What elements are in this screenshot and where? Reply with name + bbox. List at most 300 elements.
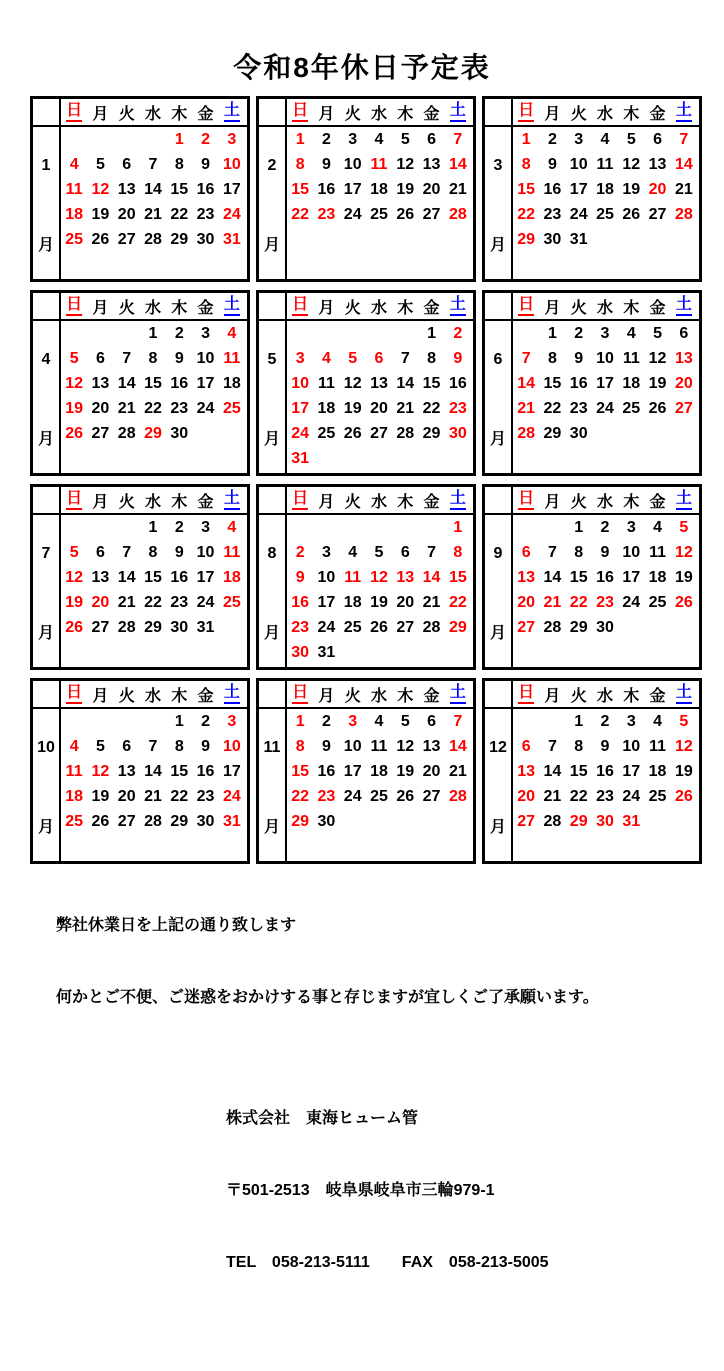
day-header-cell: 金: [649, 105, 666, 123]
weeks-grid: [513, 321, 697, 472]
day-header-cell: 火: [118, 687, 135, 705]
day-cell: 1: [148, 518, 158, 536]
day-cell: 20: [648, 180, 667, 198]
week-row: [513, 810, 697, 835]
week-row: [513, 565, 697, 590]
day-cell: 23: [596, 594, 614, 612]
month-suffix-label: 月: [489, 818, 506, 836]
day-cell: 28: [117, 619, 136, 637]
empty-day-cell: [219, 447, 245, 472]
day-cell: 18: [65, 788, 84, 806]
empty-day-cell: [566, 835, 592, 860]
empty-day-cell: [192, 447, 218, 472]
month-number-label: 1: [41, 157, 51, 174]
empty-day-cell: [392, 515, 418, 540]
day-cell: 11: [649, 543, 667, 561]
month-block-3: [482, 96, 702, 282]
day-cell: 16: [170, 374, 189, 392]
footer-note-line-1: 弊社休業日を上記の通り致します: [56, 917, 297, 934]
empty-day-cell: [61, 253, 87, 278]
day-cell: 2: [201, 712, 211, 730]
day-cell: 20: [117, 206, 136, 224]
empty-day-cell: [418, 515, 444, 540]
day-header-cell: 月: [92, 687, 109, 705]
day-cell: 24: [343, 788, 362, 806]
week-row: [287, 515, 471, 540]
day-cell: 22: [144, 594, 162, 612]
month-block-11: [256, 678, 476, 864]
day-cell: 2: [201, 130, 211, 148]
day-cell: 13: [370, 374, 388, 392]
day-cell: 19: [648, 374, 667, 392]
day-cell: 17: [317, 594, 336, 612]
day-cell: 12: [396, 737, 415, 755]
day-cell: 9: [600, 737, 610, 755]
empty-day-cell: [87, 709, 113, 734]
day-cell: 4: [374, 130, 384, 148]
day-header-cell: 月: [92, 299, 109, 317]
day-cell: 20: [370, 400, 388, 418]
day-cell: 16: [196, 180, 215, 198]
day-cell: 25: [65, 231, 84, 249]
empty-day-cell: [392, 810, 418, 835]
empty-day-cell: [366, 253, 392, 278]
day-cell: 12: [370, 568, 388, 586]
day-cell: 5: [653, 324, 663, 342]
week-row: [61, 447, 245, 472]
week-row: [513, 321, 697, 346]
day-cell: 19: [674, 762, 693, 780]
day-header-cell: 水: [370, 493, 387, 511]
day-cell: 30: [170, 425, 189, 443]
day-cell: 30: [543, 231, 562, 249]
empty-day-cell: [140, 253, 166, 278]
week-row: [513, 228, 697, 253]
week-row: [61, 515, 245, 540]
day-header-cell: 木: [397, 105, 414, 123]
day-cell: 27: [91, 619, 110, 637]
day-header-cell: 土: [219, 487, 245, 513]
empty-day-cell: [513, 253, 539, 278]
empty-day-cell: [671, 810, 697, 835]
day-cell: 13: [117, 762, 136, 780]
day-cell: 14: [117, 374, 136, 392]
day-cell: 11: [370, 737, 388, 755]
empty-day-cell: [566, 447, 592, 472]
day-cell: 12: [91, 180, 110, 198]
day-cell: 23: [291, 619, 310, 637]
day-cell: 22: [291, 206, 310, 224]
day-header-cell: 水: [144, 687, 161, 705]
month-block-6: [482, 290, 702, 476]
day-header-row: [61, 487, 245, 513]
day-cell: 4: [69, 155, 79, 173]
day-cell: 21: [144, 206, 162, 224]
day-cell: 15: [543, 374, 562, 392]
day-header-cell: 月: [318, 687, 335, 705]
day-cell: 13: [117, 180, 136, 198]
day-cell: 23: [317, 206, 336, 224]
empty-day-cell: [445, 228, 471, 253]
day-cell: 7: [122, 543, 132, 561]
empty-day-cell: [114, 641, 140, 666]
calendar-grid: [30, 96, 702, 864]
empty-day-cell: [340, 321, 366, 346]
week-row: [61, 784, 245, 809]
day-cell: 28: [448, 206, 467, 224]
day-cell: 9: [547, 155, 557, 173]
day-cell: 17: [343, 180, 362, 198]
day-cell: 14: [674, 155, 693, 173]
day-cell: 19: [674, 568, 693, 586]
day-cell: 14: [543, 762, 562, 780]
day-cell: 22: [448, 594, 467, 612]
day-header-cell: 水: [596, 299, 613, 317]
day-header-cell: 日: [513, 293, 539, 319]
empty-day-cell: [513, 709, 539, 734]
day-cell: 8: [453, 543, 463, 561]
day-cell: 23: [317, 788, 336, 806]
day-cell: 25: [65, 813, 84, 831]
day-cell: 17: [222, 762, 241, 780]
day-header-cell: 金: [423, 493, 440, 511]
day-cell: 19: [91, 788, 110, 806]
day-cell: 13: [91, 568, 110, 586]
day-cell: 1: [521, 130, 531, 148]
day-header-cell: 火: [344, 687, 361, 705]
empty-day-cell: [140, 447, 166, 472]
empty-day-cell: [644, 422, 670, 447]
day-cell: 17: [596, 374, 614, 392]
day-cell: 6: [122, 155, 132, 173]
day-cell: 15: [144, 374, 162, 392]
day-cell: 5: [626, 130, 636, 148]
month-suffix-label: 月: [263, 430, 280, 448]
empty-day-cell: [114, 127, 140, 152]
day-cell: 25: [648, 594, 667, 612]
empty-day-cell: [61, 127, 87, 152]
day-cell: 20: [517, 594, 536, 612]
day-cell: 9: [201, 737, 211, 755]
day-cell: 8: [295, 737, 305, 755]
day-cell: 5: [69, 349, 79, 367]
empty-day-cell: [87, 515, 113, 540]
day-header-cell: 水: [370, 105, 387, 123]
day-cell: 21: [448, 762, 467, 780]
day-cell: 27: [517, 619, 536, 637]
weeks-grid: [287, 515, 471, 666]
day-cell: 8: [148, 349, 158, 367]
day-header-cell: 水: [370, 299, 387, 317]
day-header-cell: 日: [61, 99, 87, 125]
day-cell: 29: [170, 813, 189, 831]
week-row: [61, 228, 245, 253]
day-cell: 15: [291, 762, 310, 780]
day-header-cell: 月: [544, 299, 561, 317]
empty-day-cell: [287, 253, 313, 278]
day-cell: 22: [291, 788, 310, 806]
month-block-8: [256, 484, 476, 670]
day-cell: 14: [543, 568, 562, 586]
empty-day-cell: [671, 835, 697, 860]
day-header-cell: 金: [649, 299, 666, 317]
month-suffix-label: 月: [263, 818, 280, 836]
empty-day-cell: [644, 228, 670, 253]
day-cell: 12: [674, 543, 693, 561]
day-cell: 18: [222, 568, 241, 586]
day-header-cell: 土: [445, 99, 471, 125]
empty-day-cell: [566, 253, 592, 278]
day-cell: 7: [148, 737, 158, 755]
day-cell: 6: [653, 130, 663, 148]
day-cell: 11: [317, 374, 335, 392]
day-cell: 2: [321, 712, 331, 730]
week-row: [287, 540, 471, 565]
month-block-12: [482, 678, 702, 864]
day-header-cell: 土: [445, 487, 471, 513]
day-cell: 16: [596, 568, 614, 586]
day-cell: 7: [453, 130, 463, 148]
day-cell: 19: [91, 206, 110, 224]
month-block-5: [256, 290, 476, 476]
day-cell: 30: [317, 813, 336, 831]
empty-day-cell: [592, 422, 618, 447]
day-cell: 30: [448, 425, 467, 443]
day-cell: 5: [400, 130, 410, 148]
empty-day-cell: [313, 228, 339, 253]
day-cell: 13: [422, 737, 441, 755]
day-cell: 20: [396, 594, 415, 612]
day-header-row: [61, 681, 245, 707]
day-cell: 1: [148, 324, 158, 342]
week-row: [287, 835, 471, 860]
week-row: [287, 371, 471, 396]
day-cell: 24: [317, 619, 336, 637]
day-cell: 15: [448, 568, 467, 586]
day-cell: 26: [648, 400, 667, 418]
empty-day-cell: [671, 641, 697, 666]
week-row: [61, 734, 245, 759]
day-header-cell: 土: [671, 487, 697, 513]
empty-day-cell: [287, 321, 313, 346]
footer: [56, 866, 696, 1371]
day-cell: 1: [174, 130, 184, 148]
day-cell: 6: [521, 543, 531, 561]
day-cell: 15: [517, 180, 536, 198]
month-suffix-label: 月: [263, 236, 280, 254]
day-cell: 30: [596, 619, 614, 637]
week-row: [61, 565, 245, 590]
day-cell: 22: [144, 400, 162, 418]
week-row: [287, 127, 471, 152]
empty-day-cell: [671, 616, 697, 641]
month-suffix-label: 月: [489, 624, 506, 642]
weeks-grid: [61, 127, 245, 278]
week-row: [513, 152, 697, 177]
day-cell: 5: [69, 543, 79, 561]
day-cell: 10: [596, 349, 614, 367]
week-row: [287, 616, 471, 641]
day-cell: 7: [122, 349, 132, 367]
week-row: [513, 641, 697, 666]
day-cell: 16: [317, 762, 336, 780]
month-suffix-label: 月: [37, 818, 54, 836]
day-cell: 11: [649, 737, 667, 755]
empty-day-cell: [366, 515, 392, 540]
week-row: [61, 641, 245, 666]
week-row: [61, 590, 245, 615]
day-header-cell: 水: [370, 687, 387, 705]
day-cell: 28: [422, 619, 441, 637]
day-cell: 29: [291, 813, 310, 831]
day-cell: 28: [144, 231, 162, 249]
day-header-cell: 火: [118, 493, 135, 511]
day-cell: 25: [222, 400, 241, 418]
day-cell: 30: [170, 619, 189, 637]
day-cell: 26: [396, 788, 415, 806]
empty-day-cell: [166, 835, 192, 860]
week-row: [287, 734, 471, 759]
day-header-cell: 金: [197, 493, 214, 511]
empty-day-cell: [392, 835, 418, 860]
day-cell: 7: [679, 130, 689, 148]
company-tel-fax: TEL 058-213-5111 FAX 058-213-5005: [226, 1254, 549, 1271]
day-cell: 23: [448, 400, 467, 418]
week-row: [513, 759, 697, 784]
day-cell: 2: [295, 543, 305, 561]
day-header-row: [287, 293, 471, 319]
month-suffix-label: 月: [37, 236, 54, 254]
day-cell: 23: [196, 788, 215, 806]
day-cell: 1: [295, 130, 305, 148]
day-cell: 3: [348, 712, 358, 730]
day-cell: 21: [422, 594, 441, 612]
day-cell: 14: [117, 568, 136, 586]
day-header-cell: 土: [671, 99, 697, 125]
day-header-cell: 金: [423, 299, 440, 317]
empty-day-cell: [513, 515, 539, 540]
day-cell: 24: [343, 206, 362, 224]
day-header-cell: 土: [219, 293, 245, 319]
day-cell: 24: [222, 788, 241, 806]
month-number-label: 10: [37, 739, 55, 756]
day-cell: 25: [596, 206, 614, 224]
empty-day-cell: [618, 253, 644, 278]
day-cell: 10: [343, 737, 362, 755]
week-row: [61, 371, 245, 396]
empty-day-cell: [513, 835, 539, 860]
day-cell: 17: [196, 374, 215, 392]
day-cell: 6: [400, 543, 410, 561]
day-cell: 14: [144, 762, 162, 780]
day-header-cell: 木: [171, 687, 188, 705]
day-cell: 22: [569, 788, 588, 806]
empty-day-cell: [140, 709, 166, 734]
empty-day-cell: [219, 616, 245, 641]
day-cell: 17: [622, 568, 641, 586]
day-cell: 8: [574, 543, 584, 561]
day-header-cell: 土: [671, 681, 697, 707]
day-header-row: [513, 681, 697, 707]
empty-day-cell: [313, 835, 339, 860]
empty-day-cell: [539, 515, 565, 540]
day-cell: 12: [674, 737, 693, 755]
day-cell: 22: [569, 594, 588, 612]
empty-day-cell: [219, 835, 245, 860]
weeks-grid: [61, 515, 245, 666]
day-cell: 18: [317, 400, 336, 418]
empty-day-cell: [592, 253, 618, 278]
day-cell: 28: [517, 425, 536, 443]
day-cell: 24: [196, 594, 215, 612]
day-cell: 2: [547, 130, 557, 148]
empty-day-cell: [114, 253, 140, 278]
day-cell: 22: [543, 400, 562, 418]
day-cell: 28: [396, 425, 415, 443]
weeks-grid: [287, 127, 471, 278]
day-cell: 5: [95, 737, 105, 755]
day-cell: 19: [343, 400, 362, 418]
day-cell: 23: [543, 206, 562, 224]
empty-day-cell: [671, 447, 697, 472]
week-row: [287, 641, 471, 666]
day-header-cell: 日: [513, 681, 539, 707]
day-cell: 2: [174, 324, 184, 342]
day-cell: 22: [422, 400, 441, 418]
month-block-4: [30, 290, 250, 476]
day-cell: 31: [196, 619, 215, 637]
day-cell: 16: [448, 374, 467, 392]
empty-day-cell: [287, 515, 313, 540]
day-cell: 27: [517, 813, 536, 831]
company-address: 〒501-2513 岐阜県岐阜市三輪979-1: [226, 1182, 495, 1199]
day-cell: 8: [427, 349, 437, 367]
empty-day-cell: [340, 810, 366, 835]
day-cell: 9: [174, 349, 184, 367]
day-cell: 18: [65, 206, 84, 224]
empty-day-cell: [644, 641, 670, 666]
day-cell: 5: [348, 349, 358, 367]
empty-day-cell: [418, 641, 444, 666]
day-cell: 24: [622, 594, 641, 612]
weeks-grid: [61, 321, 245, 472]
day-cell: 25: [370, 206, 388, 224]
empty-day-cell: [114, 709, 140, 734]
day-cell: 12: [65, 568, 84, 586]
empty-day-cell: [340, 447, 366, 472]
day-header-cell: 金: [649, 687, 666, 705]
day-cell: 15: [291, 180, 310, 198]
day-cell: 13: [517, 762, 536, 780]
week-row: [287, 177, 471, 202]
empty-day-cell: [392, 253, 418, 278]
day-cell: 17: [222, 180, 241, 198]
empty-day-cell: [618, 616, 644, 641]
day-cell: 30: [569, 425, 588, 443]
week-row: [287, 422, 471, 447]
empty-day-cell: [539, 447, 565, 472]
day-cell: 6: [427, 130, 437, 148]
empty-day-cell: [87, 641, 113, 666]
day-cell: 10: [569, 155, 588, 173]
week-row: [513, 177, 697, 202]
day-cell: 1: [427, 324, 437, 342]
day-header-cell: 火: [118, 105, 135, 123]
day-cell: 15: [170, 762, 189, 780]
empty-day-cell: [366, 810, 392, 835]
day-header-cell: 木: [623, 105, 640, 123]
empty-day-cell: [219, 253, 245, 278]
